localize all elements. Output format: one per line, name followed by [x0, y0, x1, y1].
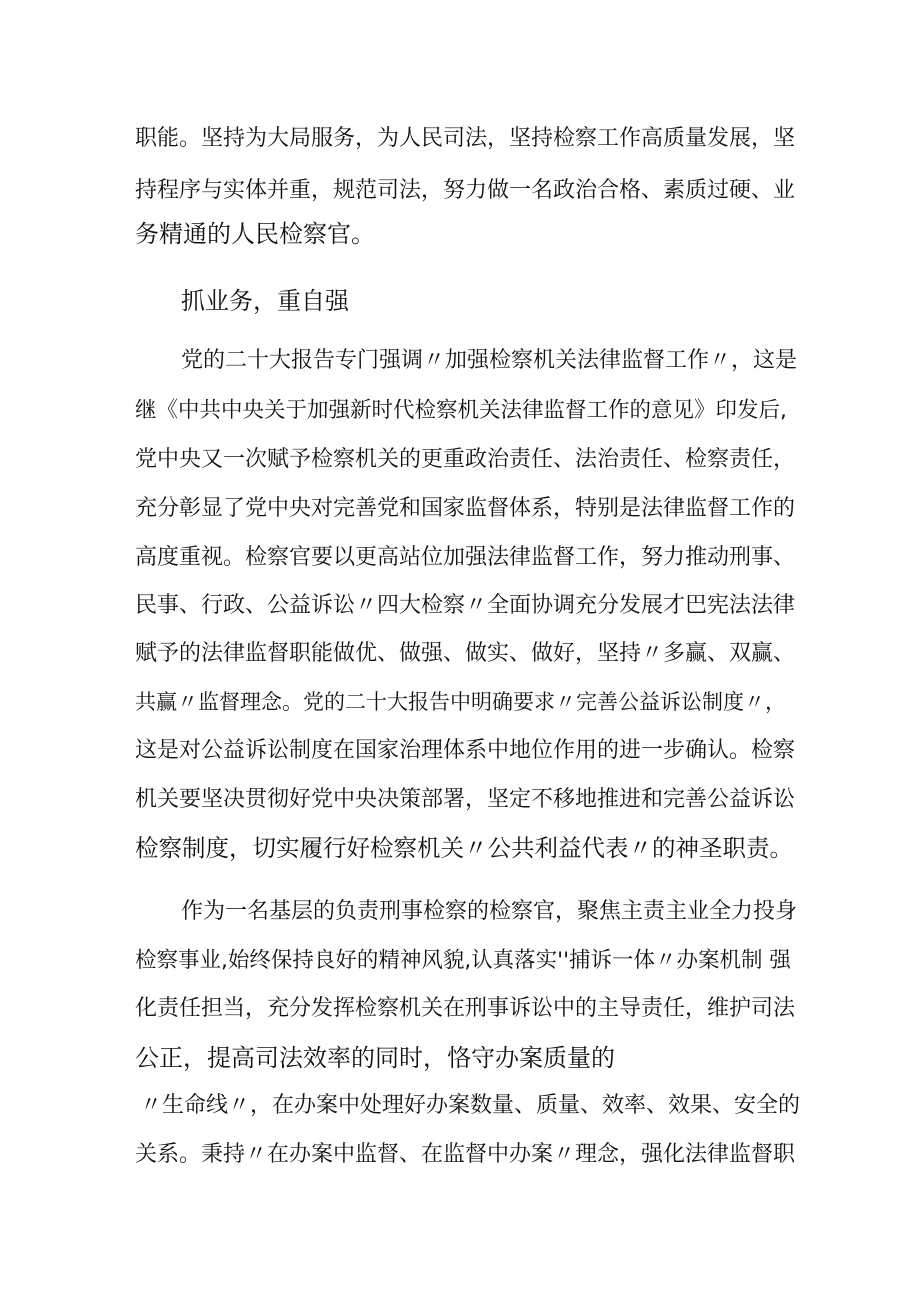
text-line: 继《中共中央关于加强新时代检察机关法律监督工作的意见》印发后,: [135, 398, 787, 423]
text-line: 检察制度，切实履行好检察机关〃公共利益代表〃的神圣职责。: [135, 834, 793, 862]
text-line: 务精通的人民检察官。: [135, 220, 375, 248]
text-line: 民事、行政、公益诉讼〃四大检察〃全面协调充分发展才巴宪法法律: [135, 593, 796, 618]
text-line: 化责任担当，充分发挥检察机关在刑事诉讼中的主导责任，维护司法: [135, 996, 796, 1021]
text-line: 机关要坚决贯彻好党中央决策部署，坚定不移地推进和完善公益诉讼: [135, 787, 796, 812]
text-line: 党的二十大报告专门强调〃加强检察机关法律监督工作〃，这是: [181, 348, 798, 373]
section-heading: 抓业务，重自强: [181, 287, 349, 315]
text-line: 关系。秉持〃在办案中监督、在监督中办案〃理念，强化法律监督职: [135, 1142, 796, 1167]
text-line: 职能。坚持为大局服务，为人民司法，坚持检察工作高质量发展，坚: [135, 126, 796, 151]
text-line: 赋予的法律监督职能做优、做强、做实、做好，坚持〃多赢、双赢、: [135, 641, 796, 666]
text-line: 检察事业,始终保持良好的精神风貌,认真落实''捕诉一体〃办案机制 强: [135, 948, 791, 973]
text-line: 这是对公益诉讼制度在国家治理体系中地位作用的进一步确认。检察: [135, 738, 796, 763]
text-line: 高度重视。检察官要以更高站位加强法律监督工作，努力推动刑事、: [135, 545, 796, 570]
text-line: 〃生命线〃，在办案中处理好办案数量、质量、效率、效果、安全的: [140, 1093, 801, 1118]
text-line: 公正，提高司法效率的同时，恪守办案质量的: [135, 1044, 615, 1072]
text-line: 充分彰显了党中央对完善党和国家监督体系，特别是法律监督工作的: [135, 496, 796, 521]
text-line: 持程序与实体并重，规范司法，努力做一名政治合格、素质过硬、业: [135, 178, 796, 203]
text-line: 党中央又一次赋予检察机关的更重政治责任、法治责任、检察责任，: [135, 447, 796, 472]
text-line: 共赢〃监督理念。党的二十大报告中明确要求〃完善公益诉讼制度〃，: [135, 690, 786, 714]
text-line: 作为一名基层的负责刑事检察的检察官，聚焦主责主业全力投身: [181, 899, 798, 924]
